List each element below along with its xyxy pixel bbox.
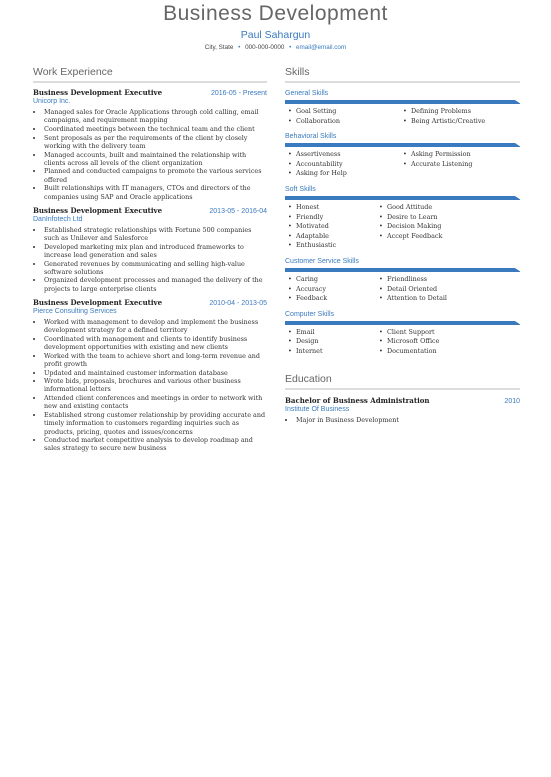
skill-group-title: Behavioral Skills xyxy=(285,133,337,141)
skill-item: • Being Artistic/Creative xyxy=(411,117,520,127)
skill-item: • Accept Feedback xyxy=(387,232,520,242)
resume-title: Business Development xyxy=(163,2,388,25)
work-experience-heading: Work Experience xyxy=(33,66,113,78)
skill-list xyxy=(285,147,520,179)
job-bullet: • Coordinated meetings between the technical team and the client xyxy=(44,125,267,133)
job-bullets xyxy=(33,108,267,201)
skill-item: • Caring xyxy=(296,275,381,285)
job-entry xyxy=(33,298,267,453)
job-bullet: • Attended client conferences and meetings in order to network with new and existing contacts xyxy=(44,394,267,410)
skill-item: • Adaptable xyxy=(296,232,381,242)
skill-group-title: Computer Skills xyxy=(285,310,335,318)
skill-item: • Accuracy xyxy=(296,285,381,295)
job-bullet: • Sent proposals as per the requirements of the client by closely working with the delivery team xyxy=(44,134,267,150)
left-column xyxy=(33,66,267,453)
skill-item: • Friendly xyxy=(296,213,381,223)
education-bullet: • Major in Business Development xyxy=(296,416,520,424)
job-bullet: • Worked with management to develop and implement the business development strategy for a defined territory xyxy=(44,318,267,334)
skill-level-bar xyxy=(285,268,520,272)
skill-item: • Design xyxy=(296,337,381,347)
skill-item: • Documentation xyxy=(387,347,520,357)
right-column xyxy=(285,66,520,424)
skill-group xyxy=(285,89,520,126)
section-divider xyxy=(285,81,520,83)
job-bullet: • Organized development processes and managed the delivery of the projects to large enterprise clients xyxy=(44,276,267,292)
job-bullet: • Conducted market competitive analysis to develop roadmap and sales strategy to secure new business xyxy=(44,436,267,452)
skill-item: • Feedback xyxy=(296,294,381,304)
job-bullet: • Built relationships with IT managers, CTOs and directors of the companies using SAP and Oracle applications xyxy=(44,184,267,200)
skill-item: • Collaboration xyxy=(296,117,405,127)
skill-item: • Desire to Learn xyxy=(387,213,520,223)
job-title: Business Development Executive xyxy=(33,205,163,215)
skill-item: • Asking for Help xyxy=(296,169,405,179)
skill-item: • Honest xyxy=(296,203,381,213)
skill-item: • Defining Problems xyxy=(411,107,520,117)
job-bullet: • Planned and conducted campaigns to promote the various services offered xyxy=(44,167,267,183)
skill-item: • Asking Permission xyxy=(411,150,520,160)
skill-level-bar xyxy=(285,100,520,104)
school-name: Institute Of Business xyxy=(285,405,350,413)
skill-list xyxy=(285,104,520,126)
job-title: Business Development Executive xyxy=(33,297,163,307)
job-date: 2010-04 - 2013-05 xyxy=(209,299,267,307)
job-header xyxy=(33,88,267,97)
skill-item: • Goal Setting xyxy=(296,107,405,117)
job-bullet: • Developed marketing mix plan and introduced frameworks to increase lead generation and sales xyxy=(44,243,267,259)
skill-group xyxy=(285,132,520,179)
job-bullet: • Managed accounts, built and maintained the relationship with clients across all levels of the client organization xyxy=(44,151,267,167)
skill-group-title: Customer Service Skills xyxy=(285,257,359,265)
contact-separator: • xyxy=(238,44,241,51)
contact-email[interactable]: email@email.com xyxy=(296,44,347,51)
skill-item: • Email xyxy=(296,328,381,338)
section-divider xyxy=(285,388,520,390)
job-header xyxy=(33,298,267,307)
skill-item: • Accurate Listening xyxy=(411,160,520,170)
job-bullet: • Worked with the team to achieve short and long-term revenue and profit growth xyxy=(44,352,267,368)
skill-group-title: General Skills xyxy=(285,90,329,97)
company-name: Unicorp Inc. xyxy=(33,98,71,105)
skill-item: • Good Attitude xyxy=(387,203,520,213)
job-bullets xyxy=(33,318,267,453)
skill-item: • Internet xyxy=(296,347,381,357)
skill-list xyxy=(285,272,520,304)
skill-item: • Motivated xyxy=(296,222,381,232)
job-bullet: • Managed sales for Oracle Applications through cold calling, email campaigns, and requirement mapping xyxy=(44,108,267,124)
job-entry xyxy=(33,206,267,293)
resume-header xyxy=(0,2,551,51)
section-divider xyxy=(33,81,267,83)
skill-list xyxy=(285,200,520,251)
skill-group xyxy=(285,185,520,251)
education-year: 2010 xyxy=(504,397,520,405)
degree-name: Bachelor of Business Administration xyxy=(285,395,430,405)
job-entry xyxy=(33,88,267,201)
education-entry xyxy=(285,396,520,424)
job-bullet: • Established strategic relationships with Fortune 500 companies such as Unilever and Salesforce xyxy=(44,226,267,242)
skill-item: • Decision Making xyxy=(387,222,520,232)
contact-separator: • xyxy=(289,44,292,51)
education-heading: Education xyxy=(285,372,332,385)
job-header xyxy=(33,206,267,215)
job-bullet: • Generated revenues by communicating and selling high-value software solutions xyxy=(44,260,267,276)
job-bullet: • Coordinated with management and clients to identify business development opportunities with existing and new clients xyxy=(44,335,267,351)
skill-list xyxy=(285,325,520,357)
skill-group xyxy=(285,310,520,357)
skill-item: • Assertiveness xyxy=(296,150,405,160)
candidate-name: Paul Sahargun xyxy=(240,29,311,41)
skill-group xyxy=(285,257,520,304)
job-date: 2016-05 - Present xyxy=(210,90,267,97)
skill-level-bar xyxy=(285,321,520,325)
education-header xyxy=(285,396,520,405)
contact-location: City, State xyxy=(204,44,234,51)
skill-item: • Client Support xyxy=(387,328,520,338)
contact-line xyxy=(0,44,551,51)
skill-item: • Enthusiastic xyxy=(296,241,381,251)
job-title: Business Development Executive xyxy=(33,88,163,97)
job-bullet: • Wrote bids, proposals, brochures and various other business informational letters xyxy=(44,377,267,393)
skill-item: • Friendliness xyxy=(387,275,520,285)
education-bullets xyxy=(285,416,520,424)
skill-level-bar xyxy=(285,143,520,147)
company-name: DanInfotech Ltd xyxy=(33,215,83,223)
skill-level-bar xyxy=(285,196,520,200)
skill-item: • Attention to Detail xyxy=(387,294,520,304)
skill-item: • Accountability xyxy=(296,160,405,170)
job-bullet: • Updated and maintained customer information database xyxy=(44,369,267,377)
job-bullet: • Established strong customer relationship by providing accurate and timely information to customers regarding inquiries such as products, pricing, quotes and issues/concerns xyxy=(44,411,267,436)
skill-group-title: Soft Skills xyxy=(285,185,316,193)
job-bullets xyxy=(33,226,267,293)
skills-heading: Skills xyxy=(285,66,310,78)
job-date: 2013-05 - 2016-04 xyxy=(209,207,267,215)
company-name: Pierce Consulting Services xyxy=(33,307,117,315)
skill-item: • Microsoft Office xyxy=(387,337,520,347)
contact-phone: 000-000-0000 xyxy=(245,44,285,51)
skill-item: • Detail Oriented xyxy=(387,285,520,295)
